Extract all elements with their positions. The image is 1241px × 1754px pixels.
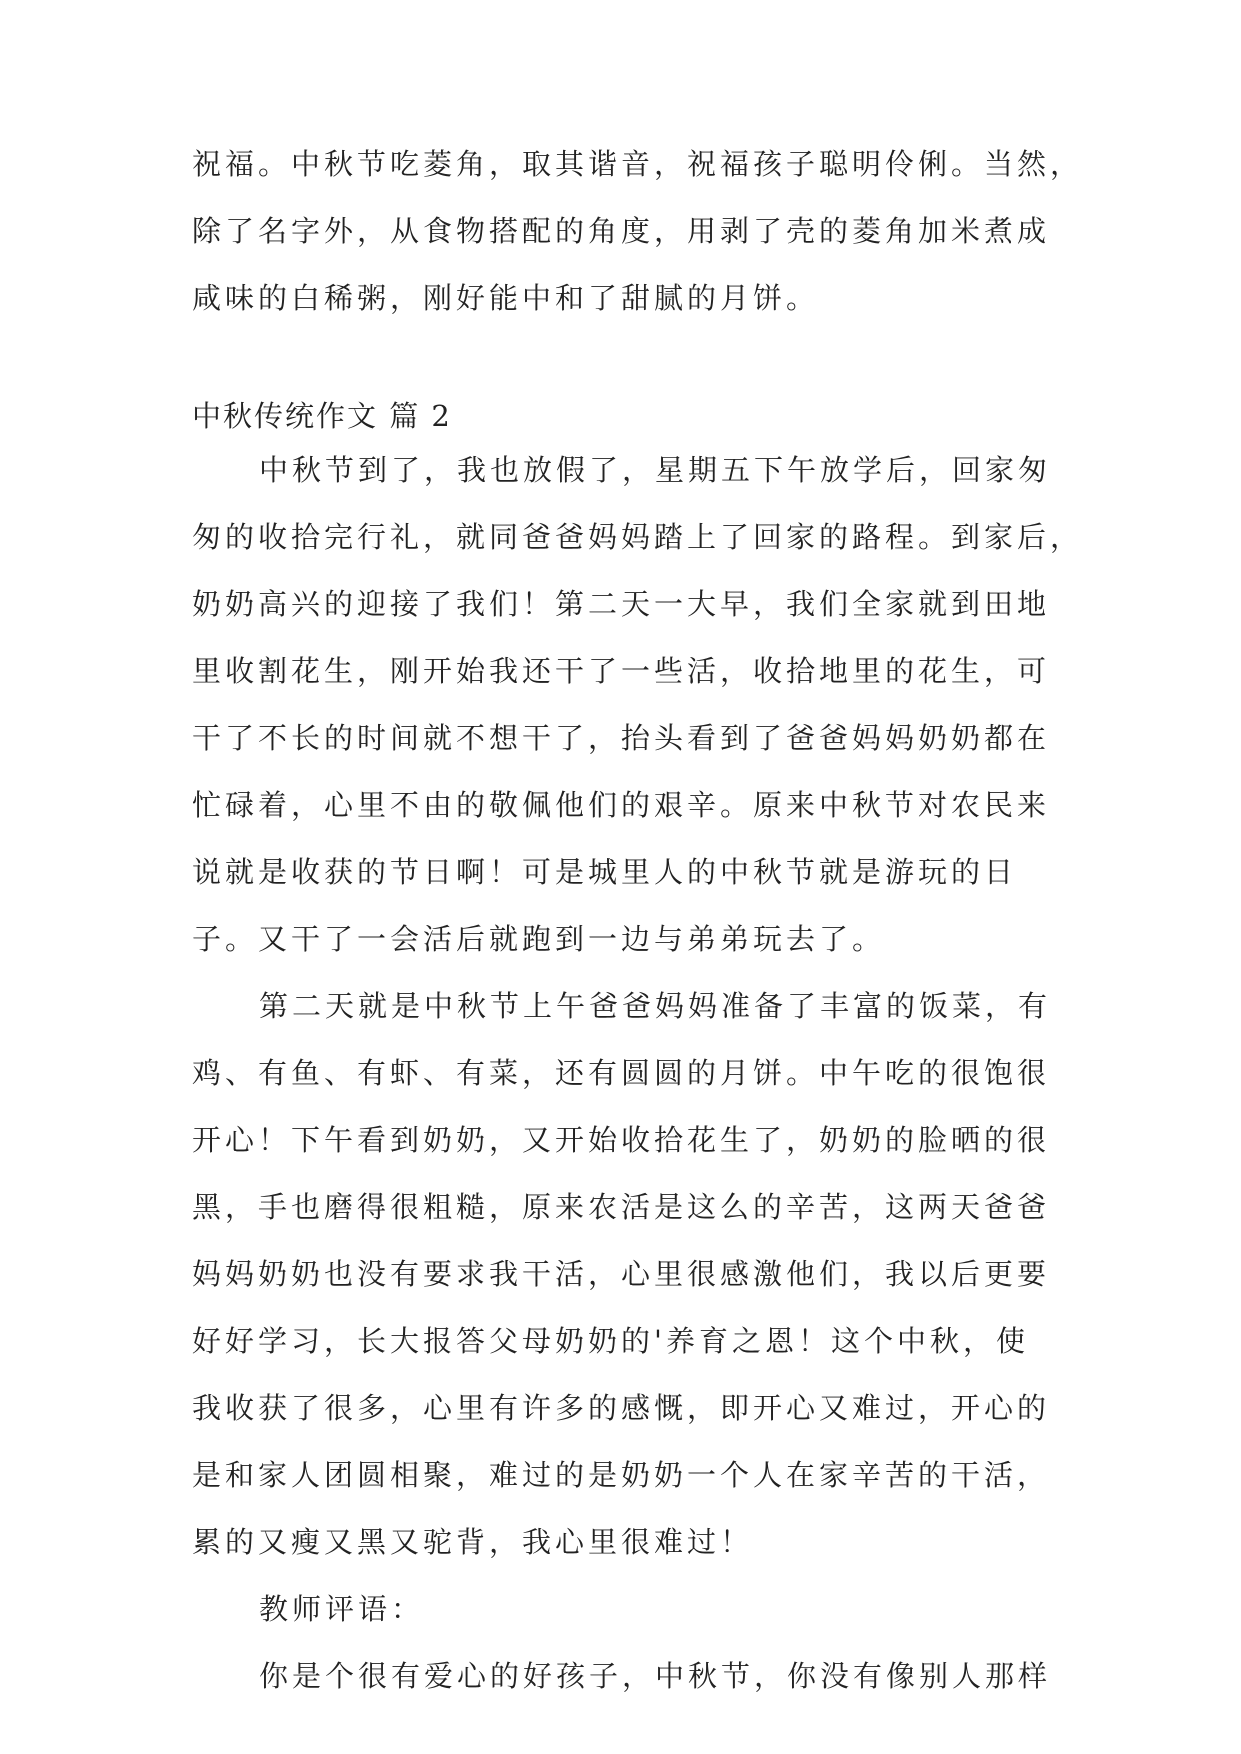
text-line: 中秋节到了，我也放假了，星期五下午放学后，回家匆 <box>259 453 1052 487</box>
text-line: 第二天就是中秋节上午爸爸妈妈准备了丰富的饭菜，有 <box>259 989 1052 1023</box>
text-line: 除了名字外，从食物搭配的角度，用剥了壳的菱角加米煮成 <box>192 214 1051 248</box>
intro-paragraph <box>192 131 1084 332</box>
text-line: 忙碌着，心里不由的敬佩他们的艰辛。原来中秋节对农民来 <box>192 788 1051 822</box>
section-title: 中秋传统作文 篇 2 <box>192 399 452 433</box>
text-line: 是和家人团圆相聚，难过的是奶奶一个人在家辛苦的干活， <box>192 1458 1051 1492</box>
text-line: 奶奶高兴的迎接了我们！第二天一大早，我们全家就到田地 <box>192 587 1051 621</box>
text-line: 好好学习，长大报答父母奶奶的'养育之恩！这个中秋，使 <box>192 1324 1029 1358</box>
text-line: 里收割花生，刚开始我还干了一些活，收拾地里的花生，可 <box>192 654 1051 688</box>
teacher-comment-text: 你是个很有爱心的好孩子，中秋节，你没有像别人那样 <box>259 1659 1052 1693</box>
essay-body <box>192 437 1084 1710</box>
text-line: 鸡、有鱼、有虾、有菜，还有圆圆的月饼。中午吃的很饱很 <box>192 1056 1051 1090</box>
text-line: 子。又干了一会活后就跑到一边与弟弟玩去了。 <box>192 922 886 956</box>
text-line: 干了不长的时间就不想干了，抬头看到了爸爸妈妈奶奶都在 <box>192 721 1051 755</box>
text-line: 妈妈奶奶也没有要求我干活，心里很感激他们，我以后更要 <box>192 1257 1051 1291</box>
text-line: 我收获了很多，心里有许多的感慨，即开心又难过，开心的 <box>192 1391 1051 1425</box>
text-line: 咸味的白稀粥，刚好能中和了甜腻的月饼。 <box>192 281 820 315</box>
text-line: 开心！下午看到奶奶，又开始收拾花生了，奶奶的脸晒的很 <box>192 1123 1051 1157</box>
teacher-comment-label: 教师评语： <box>259 1592 425 1626</box>
text-line: 说就是收获的节日啊！可是城里人的中秋节就是游玩的日 <box>192 855 1018 889</box>
text-line: 黑，手也磨得很粗糙，原来农活是这么的辛苦，这两天爸爸 <box>192 1190 1051 1224</box>
text-line: 匆的收拾完行礼，就同爸爸妈妈踏上了回家的路程。到家后， <box>192 520 1084 554</box>
text-line: 累的又瘦又黑又驼背，我心里很难过！ <box>192 1525 754 1559</box>
text-line: 祝福。中秋节吃菱角，取其谐音，祝福孩子聪明伶俐。当然， <box>192 147 1084 181</box>
